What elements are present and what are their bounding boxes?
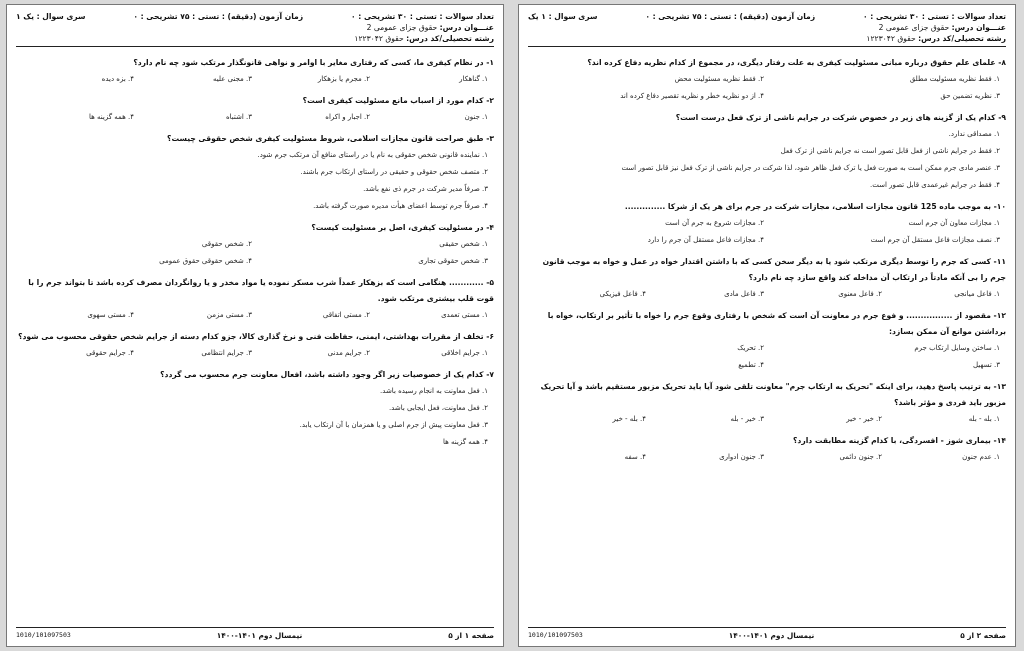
question-stem: ۸- علمای علم حقوق درباره مبانی مسئولیت کیفری به علت رفتار دیگری، در مجموع از کدام نظریه دفاع کرده اند؟ xyxy=(587,58,1006,67)
answer-option: ۲. فعل معاونت، فعل ایجابی باشد. xyxy=(388,404,488,412)
question-stem: ۲- کدام مورد از اسباب مانع مسئولیت کیفری است؟ xyxy=(302,96,494,105)
answer-options xyxy=(528,340,1006,374)
answer-option: ۳. فعل معاونت پیش از جرم اصلی و یا همزمان با آن ارتکاب یابد. xyxy=(299,421,488,429)
answer-options xyxy=(528,126,1006,194)
answer-option: ۳. مجنی علیه xyxy=(212,75,252,83)
answer-option: ۱. جنون xyxy=(464,113,488,121)
answer-option: ۳. جرایم انتظامی xyxy=(201,349,252,357)
question-series: سری سوال : ۱ یک xyxy=(528,12,598,21)
course-title-label: عنـــوان درس: xyxy=(439,23,494,32)
question-item xyxy=(528,55,1006,105)
question-stem: ۴- در مسئولیت کیفری، اصل بر مسئولیت کیست؟ xyxy=(311,223,494,232)
answer-option: ۱. نماینده قانونی شخص حقوقی به نام یا در راستای منافع آن مرتکب جرم شود. xyxy=(257,151,488,159)
answer-option: ۱. شخص حقیقی xyxy=(439,240,488,248)
question-item xyxy=(528,199,1006,249)
answer-option: ۱. عدم جنون xyxy=(962,453,1000,461)
course-field-label: رشته تحصیلی/کد درس: xyxy=(918,34,1006,43)
answer-options xyxy=(528,215,1006,249)
answer-option: ۳. جنون ادواری xyxy=(719,453,764,461)
answer-option: ۲. فاعل معنوی xyxy=(838,290,882,298)
question-item xyxy=(528,110,1006,194)
answer-options xyxy=(528,71,1006,105)
exam-time: زمان آزمون (دقیقه) : تستی : ۷۵ تشریحی : ۰ xyxy=(133,12,304,21)
question-stem: ۱- در نظام کیفری ما، کسی که رفتاری مغایر با اوامر و نواهی قانونگذار مرتکب شود چه نام دارد؟ xyxy=(133,58,494,67)
question-item xyxy=(16,275,494,324)
answer-option: ۳. خیر - بله xyxy=(730,415,764,423)
exam-code: 1010/101097503 xyxy=(528,631,583,639)
answer-option: ۳. نصف مجازات فاعل مستقل آن جرم است xyxy=(870,236,1000,244)
question-stem: ۱۴- بیماری شوز - افسردگی، با کدام گزینه مطابقت دارد؟ xyxy=(793,436,1006,445)
answer-option: ۴. جرایم حقوقی xyxy=(86,349,134,357)
question-item xyxy=(16,93,494,126)
answer-option: ۳. شخص حقوقی تجاری xyxy=(418,257,488,265)
course-title: حقوق جزای عمومی 2 xyxy=(878,23,950,32)
answer-option: ۴. مجازات فاعل مستقل آن جرم را دارد xyxy=(647,236,764,244)
answer-option: ۱. مصداقی ندارد. xyxy=(948,130,1000,138)
exam-time: زمان آزمون (دقیقه) : تستی : ۷۵ تشریحی : ۰ xyxy=(645,12,816,21)
answer-options xyxy=(528,411,1006,428)
answer-option: ۴. شخص حقوقی حقوق عمومی xyxy=(159,257,252,265)
answer-option: ۱. فقط نظریه مسئولیت مطلق xyxy=(909,75,1000,83)
answer-options xyxy=(16,236,494,270)
exam-page-1 xyxy=(6,4,504,647)
question-series: سری سوال : یک ۱ xyxy=(16,12,86,21)
question-item xyxy=(16,329,494,362)
question-stem: ۱۱- کسی که جرم را توسط دیگری مرتکب شود یا به دیگر سخن کسی که با داشتن اقتدار خواه در عمل و خواه به موجب قانون جرم را بی آنکه مادتاً در ارتکاب آن مداخله کند واقع سازد چه نام دارد؟ xyxy=(542,257,1006,282)
page-footer xyxy=(16,627,494,640)
answer-options xyxy=(16,71,494,88)
question-stem: ۶- تخلف از مقررات بهداشتی، ایمنی، حفاظت فنی و نرخ گذاری کالا، جزو کدام دسته از جرایم شخص حقوقی محسوب می شود؟ xyxy=(18,332,494,341)
answer-option: ۱. فاعل میانجی xyxy=(954,290,1000,298)
answer-option: ۳. نظریه تضمین حق xyxy=(940,92,1000,100)
course-title: حقوق جزای عمومی 2 xyxy=(366,23,438,32)
course-field: حقوق ۱۲۲۳۰۴۲ xyxy=(866,34,916,43)
question-list xyxy=(16,55,494,451)
answer-option: ۲. فقط نظریه مسئولیت محض xyxy=(674,75,764,83)
answer-option: ۴. سفه xyxy=(624,453,646,461)
answer-option: ۳. اشتباه xyxy=(225,113,252,121)
answer-options xyxy=(16,345,494,362)
question-item xyxy=(16,220,494,270)
answer-option: ۳. صرفاً مدیر شرکت در جرم ذی نفع باشد. xyxy=(363,185,488,193)
answer-option: ۲. خیر - خیر xyxy=(846,415,882,423)
answer-option: ۲. اجبار و اکراه xyxy=(325,113,370,121)
answer-option: ۲. مجازات شروع به جرم آن است xyxy=(665,219,764,227)
answer-options xyxy=(16,307,494,324)
answer-option: ۴. فقط در جرایم غیرعمدی قابل تصور است. xyxy=(869,181,1000,189)
course-field: حقوق ۱۲۲۳۰۴۲ xyxy=(354,34,404,43)
exam-term: نیمسال دوم ۱۴۰۱-۱۴۰۰ xyxy=(728,631,815,640)
course-title-line xyxy=(16,22,494,33)
page-number: صفحه ۱ از ۵ xyxy=(448,631,494,640)
question-list xyxy=(528,55,1006,466)
header-divider xyxy=(16,46,494,47)
page-header xyxy=(16,11,494,22)
course-field-label: رشته تحصیلی/کد درس: xyxy=(406,34,494,43)
answer-option: ۴. بله - خیر xyxy=(612,415,646,423)
question-stem: ۳- طبق صراحت قانون مجازات اسلامی، شروط مسئولیت کیفری شخص حقوقی چیست؟ xyxy=(167,134,494,143)
answer-option: ۴. فاعل فیزیکی xyxy=(599,290,646,298)
answer-option: ۴. تطمیع xyxy=(738,361,764,369)
answer-options xyxy=(528,286,1006,303)
question-stem: ۷- کدام یک از خصوصیات زیر اگر وجود داشته باشد، افعال معاونت جرم محسوب می گردد؟ xyxy=(160,370,494,379)
course-field-line xyxy=(16,33,494,44)
answer-option: ۲. متصف شخص حقوقی و حقیقی در راستای ارتکاب جرم باشند. xyxy=(300,168,488,176)
question-item xyxy=(528,254,1006,303)
header-divider xyxy=(528,46,1006,47)
question-stem: ۹- کدام یک از گزینه های زیر در خصوص شرکت در جرایم ناشی از ترک فعل درست است؟ xyxy=(675,113,1006,122)
answer-option: ۲. جرایم مدنی xyxy=(327,349,370,357)
answer-option: ۳. فاعل مادی xyxy=(724,290,764,298)
answer-option: ۴. مستی سهوی xyxy=(87,311,134,319)
page-header xyxy=(528,11,1006,22)
answer-option: ۲. مستی اتفاقی xyxy=(322,311,370,319)
answer-option: ۳. مستی مزمن xyxy=(206,311,252,319)
question-item xyxy=(16,367,494,451)
question-item xyxy=(528,433,1006,466)
answer-option: ۳. عنصر مادی جرم ممکن است به صورت فعل یا ترک فعل ظاهر شود، لذا شرکت در جرایم ناشی از ترک فعل نیز قابل تصور است xyxy=(621,164,1000,172)
exam-code: 1010/101097503 xyxy=(16,631,71,639)
answer-option: ۱. مستی تعمدی xyxy=(441,311,488,319)
answer-options xyxy=(16,109,494,126)
question-stem: ۵- ............ هنگامی است که بزهکار عمداً شرب مسکر نموده یا مواد مخدر و یا روانگردان مصرف کرده باشد تا بتواند جرم را با قوت قلب بیشتری مرتکب شود. xyxy=(28,278,494,303)
answer-option: ۴. از دو نظریه خطر و نظریه تقصیر دفاع کرده اند xyxy=(620,92,764,100)
answer-options xyxy=(16,383,494,451)
question-stem: ۱۲- مقصود از ................ و فوع جرم در معاونت آن است که شخص با رفتاری وقوع جرم را خواه با تأثیر بر ارتکاب، خواه با برداشتن موانع آن ممکن بسازد: xyxy=(547,311,1006,336)
answer-option: ۴. همه گزینه ها xyxy=(89,113,134,121)
question-count: تعداد سوالات : تستی : ۳۰ تشریحی : ۰ xyxy=(351,12,494,21)
course-title-line xyxy=(528,22,1006,33)
page-number: صفحه ۲ از ۵ xyxy=(960,631,1006,640)
question-item xyxy=(528,379,1006,428)
question-stem: ۱۰- به موجب ماده 125 قانون مجازات اسلامی، مجازات شرکت در جرم برای هر یک از شرکا .............. xyxy=(624,202,1006,211)
answer-option: ۱. مجازات معاون آن جرم است xyxy=(908,219,1000,227)
answer-option: ۱. بله - بله xyxy=(968,415,1000,423)
question-count: تعداد سوالات : تستی : ۳۰ تشریحی : ۰ xyxy=(863,12,1006,21)
answer-option: ۱. گناهکار xyxy=(459,75,488,83)
answer-option: ۲. تحریک xyxy=(737,344,764,352)
question-stem: ۱۳- به ترتیب پاسخ دهید، برای اینکه "تحریک به ارتکاب جرم" معاونت تلقی شود آیا باید تحریک مزبور مستقیم باشد و آیا تحریک مزبور باید فردی و مؤثر باشد؟ xyxy=(540,382,1006,407)
answer-option: ۱. فعل معاونت به انجام رسیده باشد. xyxy=(380,387,488,395)
answer-option: ۴. صرفاً جرم توسط اعضای هیأت مدیره صورت گرفته باشد. xyxy=(313,202,488,210)
answer-option: ۴. بزه دیده xyxy=(101,75,134,83)
answer-option: ۲. شخص حقوقی xyxy=(201,240,252,248)
question-item xyxy=(16,55,494,88)
answer-option: ۴. همه گزینه ها xyxy=(443,438,488,446)
answer-options xyxy=(16,147,494,215)
exam-term: نیمسال دوم ۱۴۰۱-۱۴۰۰ xyxy=(216,631,303,640)
answer-option: ۲. مجرم یا بزهکار xyxy=(317,75,370,83)
question-item xyxy=(16,131,494,215)
answer-option: ۱. ساختن وسایل ارتکاب جرم xyxy=(914,344,1000,352)
answer-options xyxy=(528,449,1006,466)
exam-page-2 xyxy=(518,4,1016,647)
question-item xyxy=(528,308,1006,374)
answer-option: ۳. تسهیل xyxy=(972,361,1000,369)
course-field-line xyxy=(528,33,1006,44)
answer-option: ۱. جرایم اخلاقی xyxy=(441,349,488,357)
answer-option: ۲. جنون دائمی xyxy=(839,453,882,461)
page-footer xyxy=(528,627,1006,640)
answer-option: ۲. فقط در جرایم ناشی از فعل قابل تصور است نه جرایم ناشی از ترک فعل xyxy=(780,147,1000,155)
course-title-label: عنـــوان درس: xyxy=(951,23,1006,32)
